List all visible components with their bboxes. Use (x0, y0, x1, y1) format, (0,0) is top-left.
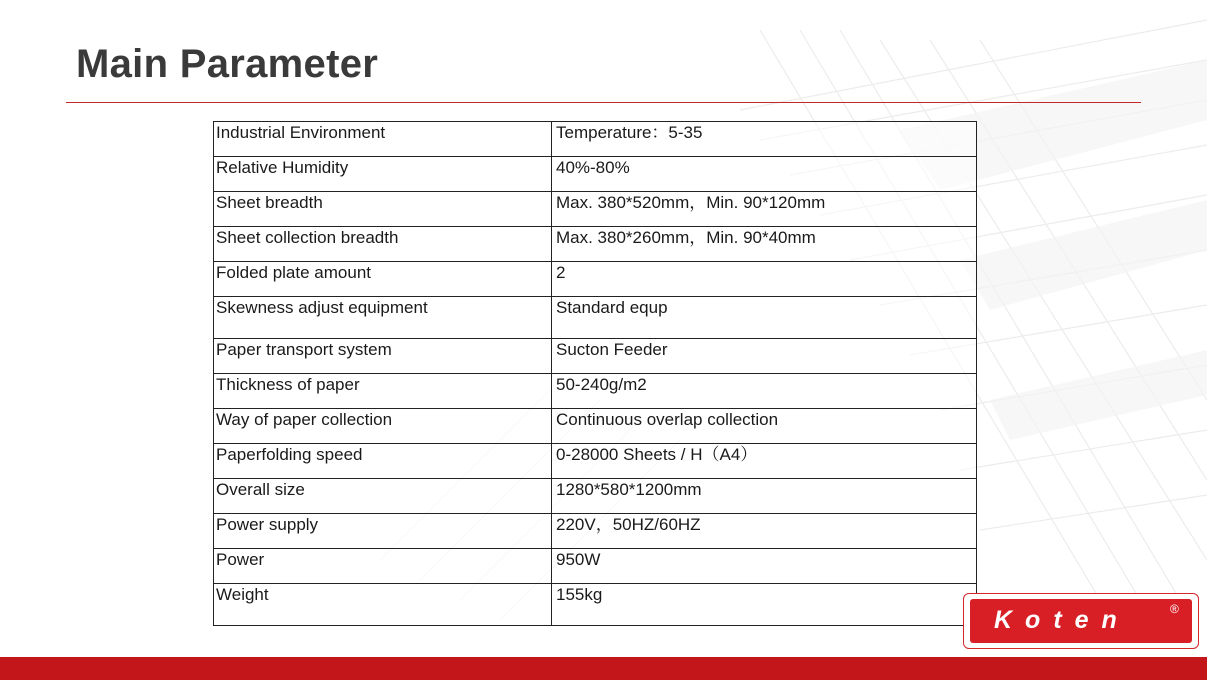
parameter-table (213, 121, 977, 626)
table-row (214, 227, 977, 262)
param-value: Standard equp (552, 297, 977, 339)
param-label: Relative Humidity (214, 157, 552, 192)
param-label: Overall size (214, 479, 552, 514)
param-value: Max. 380*520mm，Min. 90*120mm (552, 192, 977, 227)
param-label: Thickness of paper (214, 374, 552, 409)
param-value: 1280*580*1200mm (552, 479, 977, 514)
param-value: 50-240g/m2 (552, 374, 977, 409)
param-value: Sucton Feeder (552, 339, 977, 374)
param-value: 220V，50HZ/60HZ (552, 514, 977, 549)
param-label: Power (214, 549, 552, 584)
param-value: 40%-80% (552, 157, 977, 192)
param-label: Skewness adjust equipment (214, 297, 552, 339)
page-title: Main Parameter (76, 42, 379, 86)
param-value: 2 (552, 262, 977, 297)
table-row (214, 409, 977, 444)
table-row (214, 122, 977, 157)
param-value: 155kg (552, 584, 977, 626)
table-row (214, 157, 977, 192)
param-label: Way of paper collection (214, 409, 552, 444)
param-value: Temperature：5-35 (552, 122, 977, 157)
param-label: Weight (214, 584, 552, 626)
table-row (214, 444, 977, 479)
table-row (214, 192, 977, 227)
param-value: 950W (552, 549, 977, 584)
table-row (214, 479, 977, 514)
table-row (214, 297, 977, 339)
title-divider (66, 102, 1141, 103)
logo-wordmark: Koten (994, 606, 1130, 634)
param-value: Max. 380*260mm，Min. 90*40mm (552, 227, 977, 262)
table-row (214, 339, 977, 374)
logo-badge (970, 599, 1192, 643)
table-row (214, 584, 977, 626)
table-row (214, 374, 977, 409)
param-label: Power supply (214, 514, 552, 549)
param-label: Paperfolding speed (214, 444, 552, 479)
param-label: Paper transport system (214, 339, 552, 374)
table-row (214, 514, 977, 549)
param-label: Sheet collection breadth (214, 227, 552, 262)
param-label: Sheet breadth (214, 192, 552, 227)
registered-mark-icon: ® (1170, 602, 1179, 616)
brand-logo (963, 593, 1199, 649)
param-label: Folded plate amount (214, 262, 552, 297)
param-label: Industrial Environment (214, 122, 552, 157)
param-value: 0-28000 Sheets / H（A4） (552, 444, 977, 479)
table-row (214, 262, 977, 297)
footer-bar (0, 657, 1207, 680)
param-value: Continuous overlap collection (552, 409, 977, 444)
table-row (214, 549, 977, 584)
